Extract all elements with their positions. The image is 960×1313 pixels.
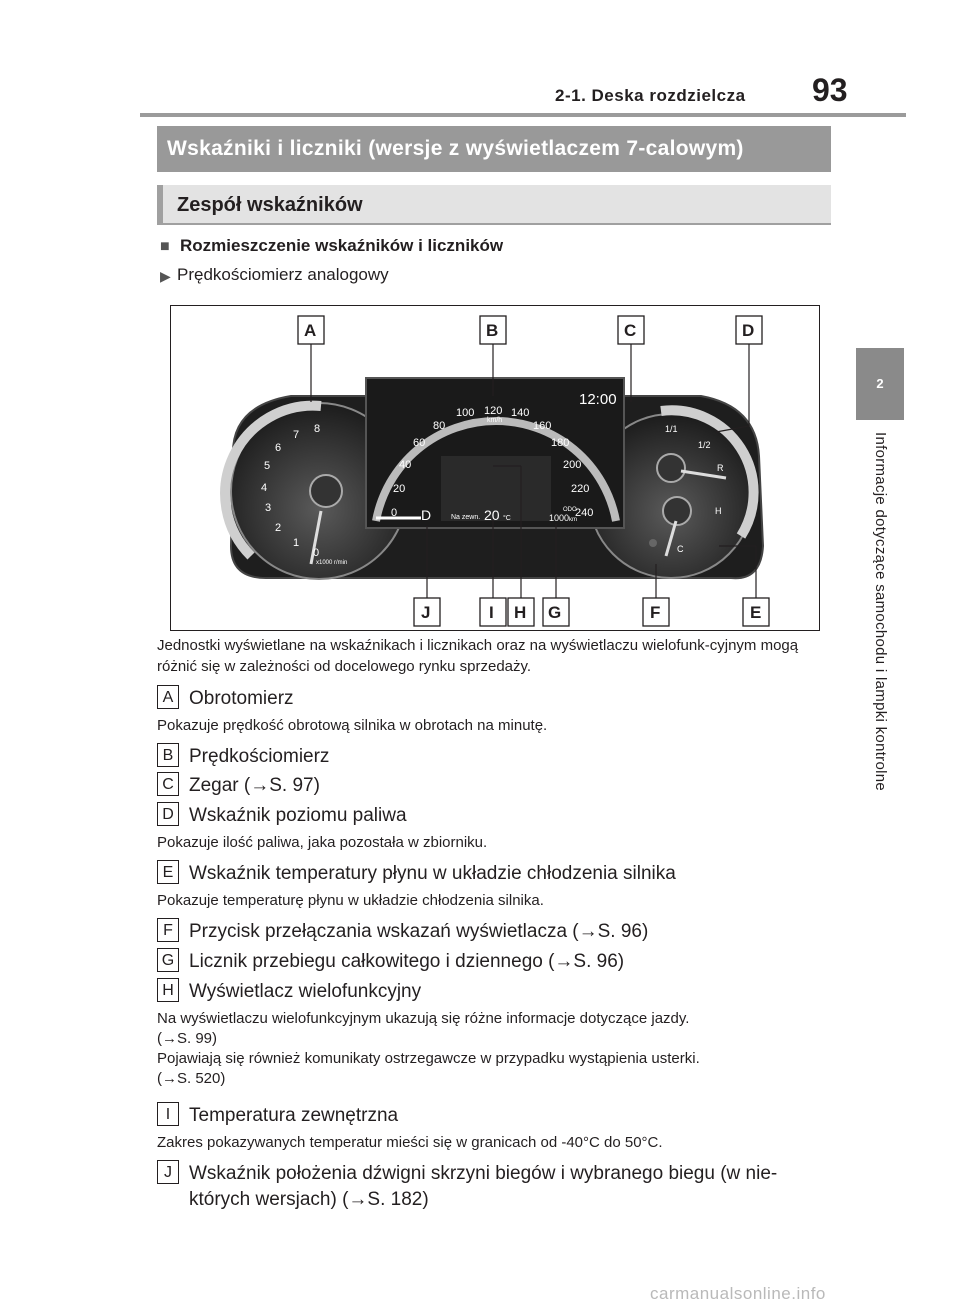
rpm-tick: 7 bbox=[293, 429, 300, 441]
item-title: Wyświetlacz wielofunkcyjny bbox=[189, 981, 422, 1002]
item-title: Przycisk przełączania wskazań wyświetlacza (→S. 96) bbox=[189, 921, 649, 942]
speed-tick: 220 bbox=[571, 483, 590, 495]
chapter-tab: 2 bbox=[856, 348, 904, 420]
callouts-bottom bbox=[414, 598, 769, 626]
letter-badge: H bbox=[157, 978, 179, 1002]
gear-indicator: D bbox=[421, 507, 432, 523]
speed-tick: 140 bbox=[511, 407, 530, 419]
callout-i: I bbox=[489, 603, 494, 622]
speed-tick: 20 bbox=[393, 483, 406, 495]
callout-j: J bbox=[421, 603, 431, 622]
callout-e: E bbox=[750, 603, 762, 622]
item-desc-h-2: (→S. 99) bbox=[157, 1030, 218, 1047]
speed-tick: 40 bbox=[399, 459, 412, 471]
callout-c: C bbox=[624, 321, 637, 340]
speed-tick: 120 bbox=[484, 405, 503, 417]
triangle-bullet-icon: ▶ bbox=[160, 268, 171, 284]
fuel-mark-reserve: R bbox=[717, 463, 724, 473]
item-desc-h-1: Na wyświetlaczu wielofunkcyjnym ukazują się różne informacje dotyczące jazdy. bbox=[157, 1010, 690, 1027]
rpm-tick: 8 bbox=[314, 423, 321, 435]
header-rule bbox=[140, 113, 906, 117]
speed-tick: 80 bbox=[433, 420, 446, 432]
fuel-hub bbox=[657, 454, 685, 482]
speed-tick: 160 bbox=[533, 420, 552, 432]
temp-mark-cold: C bbox=[677, 544, 684, 554]
odo-label: ODO bbox=[563, 507, 577, 513]
callout-d: D bbox=[742, 321, 755, 340]
item-title: Wskaźnik poziomu paliwa bbox=[189, 805, 407, 826]
item-title: Obrotomierz bbox=[189, 688, 294, 709]
subsection-banner: Zespół wskaźników bbox=[157, 185, 831, 225]
units-note: Jednostki wyświetlane na wskaźnikach i licznikach oraz na wyświetlaczu wielofunk-cyjnym mogą różnić się w zależności od docelowego rynku sprzedaży. bbox=[157, 637, 799, 675]
temp-mark-hot: H bbox=[715, 506, 722, 516]
speed-tick: 240 bbox=[575, 507, 594, 519]
speed-tick: 0 bbox=[391, 507, 398, 519]
rpm-tick: 4 bbox=[261, 482, 268, 494]
speed-tick: 180 bbox=[551, 437, 570, 449]
letter-badge: A bbox=[157, 685, 179, 709]
item-desc-h-3: Pojawiają się również komunikaty ostrzegawcze w przypadku wystąpienia usterki. bbox=[157, 1050, 700, 1067]
letter-badge: F bbox=[157, 918, 179, 942]
tachometer-hub bbox=[310, 475, 342, 507]
letter-badge: E bbox=[157, 860, 179, 884]
rpm-tick: 3 bbox=[265, 502, 272, 514]
rpm-unit: x1000 r/min bbox=[316, 560, 348, 566]
square-bullet-icon: ■ bbox=[160, 238, 170, 255]
letter-badge: I bbox=[157, 1102, 179, 1126]
callout-h: H bbox=[514, 603, 527, 622]
callouts-top bbox=[298, 316, 762, 344]
heading: Rozmieszczenie wskaźników i liczników bbox=[180, 236, 504, 255]
cluster-illustration bbox=[171, 306, 819, 630]
item-title: Temperatura zewnętrzna bbox=[189, 1105, 399, 1126]
item-title-line-1: Wskaźnik położenia dźwigni skrzyni biegów i wybranego biegu (w nie- bbox=[189, 1163, 778, 1184]
page-number: 93 bbox=[812, 72, 848, 108]
rpm-tick: 1 bbox=[293, 537, 300, 549]
speed-tick: 60 bbox=[413, 437, 426, 449]
speed-unit: km/h bbox=[487, 417, 503, 424]
item-title: Wskaźnik temperatury płynu w układzie chłodzenia silnika bbox=[189, 863, 676, 884]
temp-unit: °C bbox=[503, 515, 511, 522]
temp-hub bbox=[663, 497, 691, 525]
fuel-mark-half: 1/2 bbox=[698, 440, 711, 450]
section-title: 2-1. Deska rozdzielcza bbox=[555, 86, 746, 105]
chapter-title: Informacje dotyczące samochodu i lampki kontrolne bbox=[872, 432, 889, 792]
item-title: Zegar (→S. 97) bbox=[189, 775, 320, 796]
item-desc-i: Zakres pokazywanych temperatur mieści się w granicach od -40°C do 50°C. bbox=[157, 1134, 663, 1151]
callout-a: A bbox=[304, 321, 317, 340]
odo-value: 1000 bbox=[549, 513, 570, 523]
letter-badge: C bbox=[157, 772, 179, 796]
callout-f: F bbox=[650, 603, 661, 622]
clock-readout: 12:00 bbox=[579, 391, 617, 408]
subheading: Prędkościomierz analogowy bbox=[177, 265, 389, 284]
letter-badge: J bbox=[157, 1160, 179, 1184]
instrument-cluster-figure bbox=[170, 305, 820, 631]
item-desc-h-4: (→S. 520) bbox=[157, 1070, 226, 1087]
item-title-line-2: których wersjach) (→S. 182) bbox=[189, 1189, 429, 1210]
item-desc-a: Pokazuje prędkość obrotową silnika w obrotach na minutę. bbox=[157, 717, 548, 734]
item-title: Licznik przebiegu całkowitego i dziennego (→S. 96) bbox=[189, 951, 625, 972]
rpm-tick: 2 bbox=[275, 522, 282, 534]
display-switch-button-icon bbox=[649, 539, 657, 547]
odo-unit: km bbox=[569, 517, 577, 523]
watermark: carmanualsonline.info bbox=[650, 1284, 826, 1303]
item-desc-e: Pokazuje temperaturę płynu w układzie chłodzenia silnika. bbox=[157, 892, 544, 909]
letter-badge: B bbox=[157, 743, 179, 767]
letter-badge: D bbox=[157, 802, 179, 826]
callout-b: B bbox=[486, 321, 499, 340]
item-title: Prędkościomierz bbox=[189, 746, 330, 767]
outside-label: Na zewn. bbox=[451, 514, 481, 521]
fuel-mark-full: 1/1 bbox=[665, 424, 678, 434]
rpm-tick: 5 bbox=[264, 460, 271, 472]
outside-temp: 20 bbox=[484, 507, 500, 523]
section-banner: Wskaźniki i liczniki (wersje z wyświetlaczem 7-calowym) bbox=[157, 126, 831, 172]
rpm-tick: 6 bbox=[275, 442, 282, 454]
callout-g: G bbox=[548, 603, 562, 622]
item-desc-d: Pokazuje ilość paliwa, jaka pozostała w zbiorniku. bbox=[157, 834, 488, 851]
speed-tick: 200 bbox=[563, 459, 582, 471]
speed-tick: 100 bbox=[456, 407, 475, 419]
letter-badge: G bbox=[157, 948, 179, 972]
rpm-tick: 0 bbox=[313, 547, 320, 559]
